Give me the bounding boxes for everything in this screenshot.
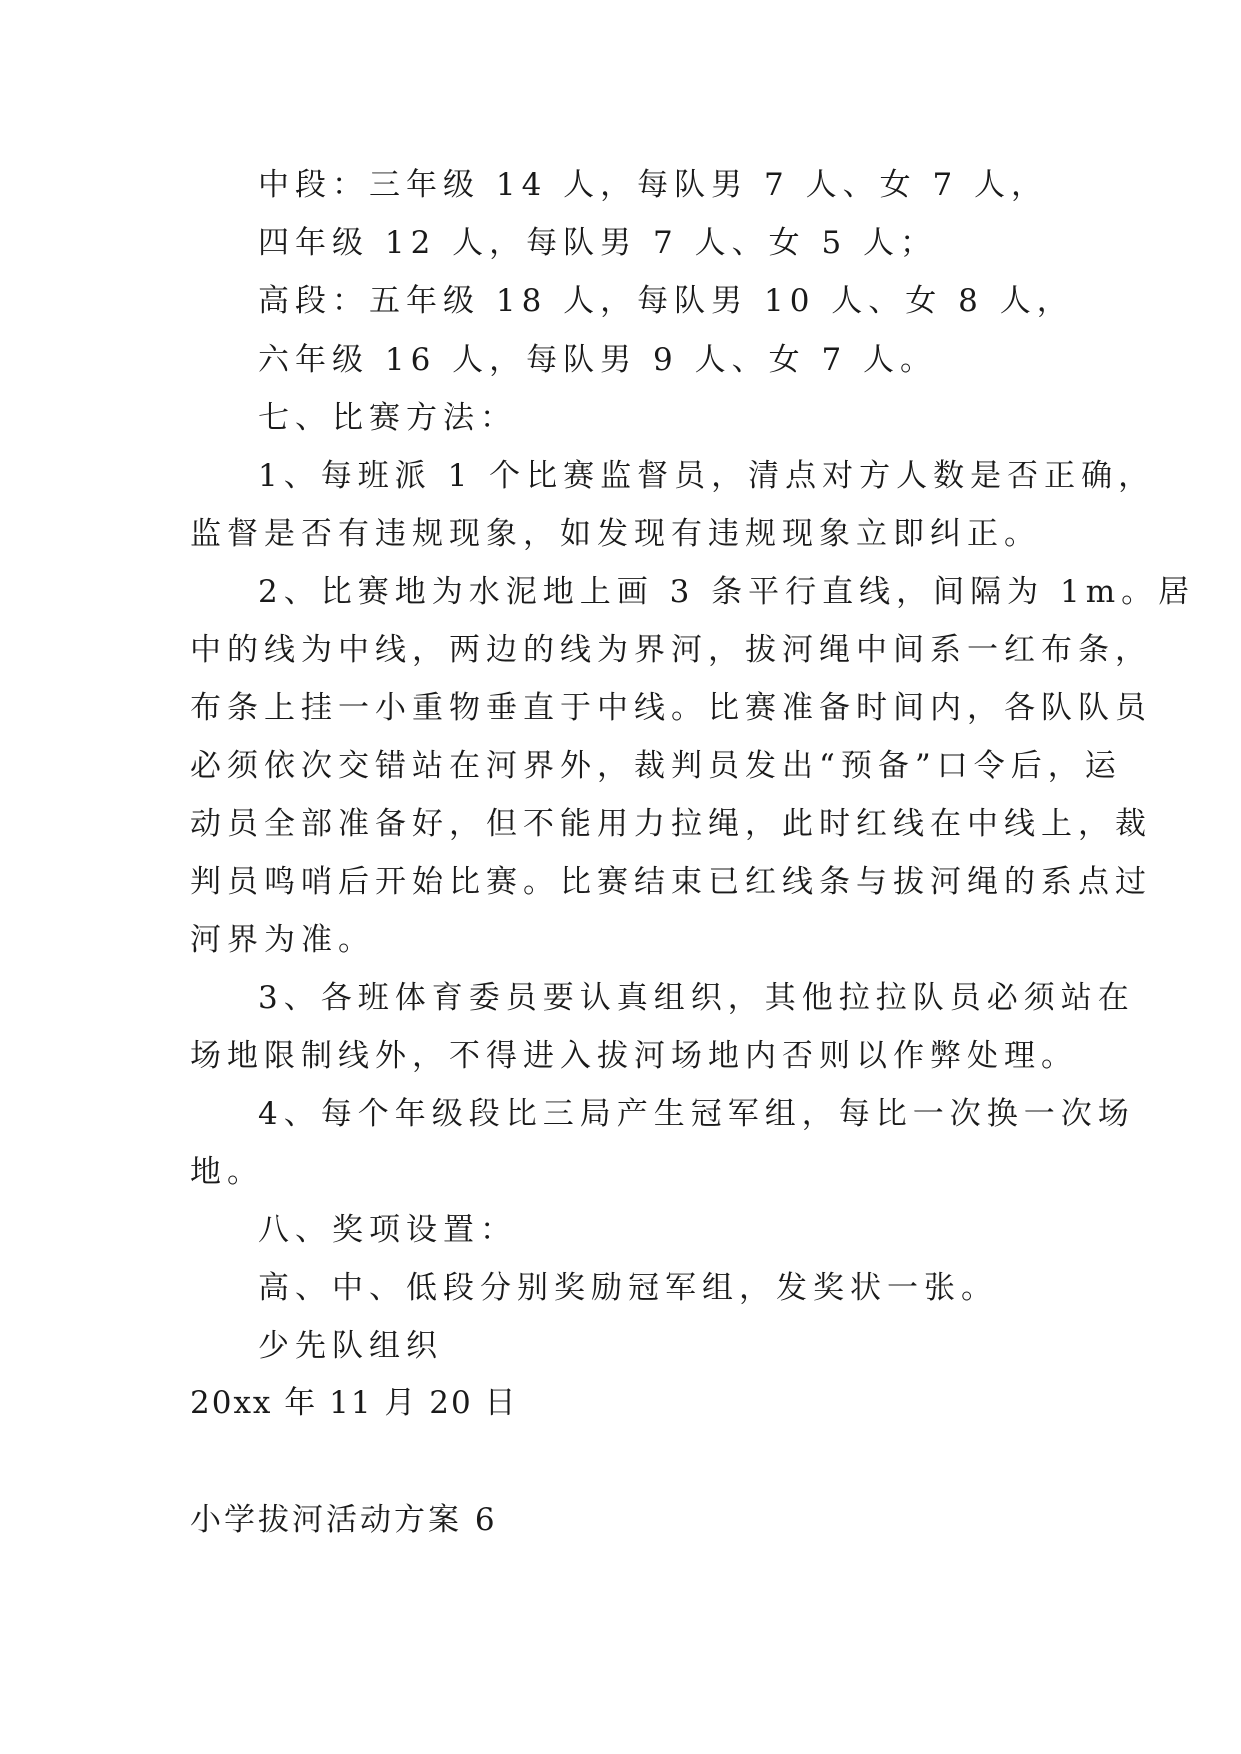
next-section-title: 小学拔河活动方案 6 xyxy=(190,1502,498,1538)
paragraph-line: 四年级 12 人，每队男 7 人、女 5 人； xyxy=(258,225,938,261)
signature-organization: 少先队组织 xyxy=(258,1328,443,1364)
paragraph-line: 3、各班体育委员要认真组织，其他拉拉队员必须站在 xyxy=(258,980,1135,1016)
paragraph-line: 场地限制线外，不得进入拔河场地内否则以作弊处理。 xyxy=(190,1038,1078,1074)
paragraph-line: 高段：五年级 18 人，每队男 10 人、女 8 人， xyxy=(258,283,1074,319)
paragraph-line: 中段：三年级 14 人，每队男 7 人、女 7 人， xyxy=(258,167,1049,203)
paragraph-line: 2、比赛地为水泥地上画 3 条平行直线，间隔为 1m。居 xyxy=(258,574,1196,610)
paragraph-line: 判员鸣哨后开始比赛。比赛结束已红线条与拔河绳的系点过 xyxy=(190,864,1152,900)
paragraph-line: 必须依次交错站在河界外，裁判员发出“预备”口令后，运 xyxy=(190,748,1122,784)
paragraph-line: 动员全部准备好，但不能用力拉绳，此时红线在中线上，裁 xyxy=(190,806,1152,842)
paragraph-line: 布条上挂一小重物垂直于中线。比赛准备时间内，各队队员 xyxy=(190,690,1152,726)
signature-date: 20xx 年 11 月 20 日 xyxy=(190,1385,518,1421)
paragraph-line: 1、每班派 1 个比赛监督员，清点对方人数是否正确， xyxy=(258,458,1156,494)
paragraph-line: 4、每个年级段比三局产生冠军组，每比一次换一次场 xyxy=(258,1096,1135,1132)
paragraph-line: 六年级 16 人，每队男 9 人、女 7 人。 xyxy=(258,342,938,378)
paragraph-line: 高、中、低段分别奖励冠军组，发奖状一张。 xyxy=(258,1270,998,1306)
paragraph-line: 河界为准。 xyxy=(190,922,375,958)
paragraph-line: 中的线为中线，两边的线为界河，拔河绳中间系一红布条， xyxy=(190,632,1152,668)
paragraph-line: 地。 xyxy=(190,1154,264,1190)
section-heading: 八、奖项设置： xyxy=(258,1212,517,1248)
section-heading: 七、比赛方法： xyxy=(258,400,517,436)
paragraph-line: 监督是否有违规现象，如发现有违规现象立即纠正。 xyxy=(190,516,1041,552)
